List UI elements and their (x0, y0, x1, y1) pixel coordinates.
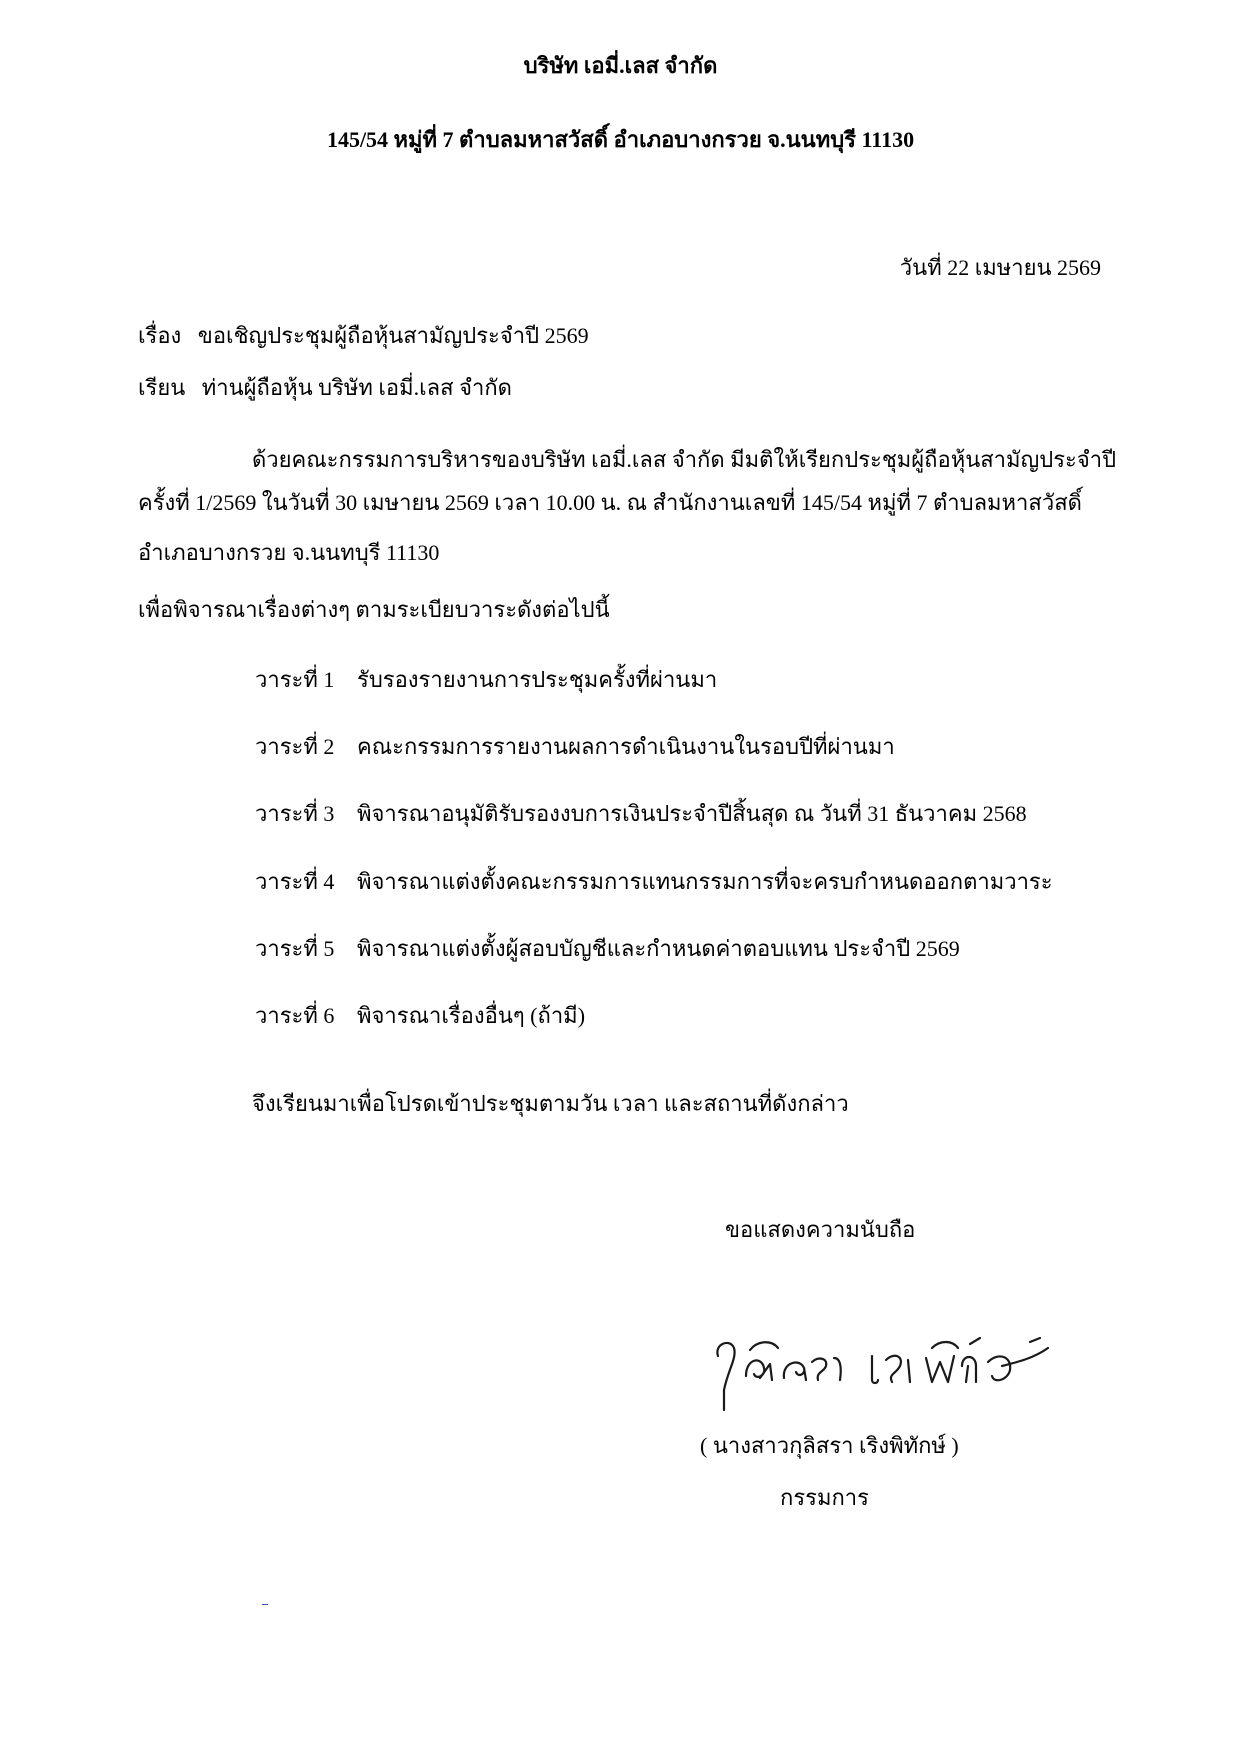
regards: ขอแสดงความนับถือ (725, 1217, 916, 1242)
company-address: 145/54 หมู่ที่ 7 ตำบลมหาสวัสดิ์ อำเภอบางกรวย จ.นนทบุรี 11130 (326, 127, 915, 152)
recipient-text: ท่านผู้ถือหุ้น บริษัท เอมี่.เลส จำกัด (201, 375, 512, 400)
body-line-2: ครั้งที่ 1/2569 ในวันที่ 30 เมษายน 2569 เวลา 10.00 น. ณ สำนักงานเลขที่ 145/54 หมู่ที่ 7 ตำบลมหาสวัสดิ์ (138, 490, 1082, 515)
signatory-title: กรรมการ (780, 1485, 869, 1510)
agenda-label: วาระที่ 4 (255, 869, 335, 894)
agenda-label: วาระที่ 3 (255, 801, 335, 826)
recipient-label: เรียน (138, 375, 186, 400)
letter-date: วันที่ 22 เมษายน 2569 (899, 255, 1101, 280)
body-line-3: อำเภอบางกรวย จ.นนทบุรี 11130 (138, 540, 440, 565)
recipient-line (138, 370, 512, 405)
agenda-text: พิจารณาแต่งตั้งผู้สอบบัญชีและกำหนดค่าตอบแทน ประจำปี 2569 (357, 936, 960, 961)
agenda-label: วาระที่ 1 (255, 667, 335, 692)
stray-mark (262, 1604, 268, 1605)
subject-text: ขอเชิญประชุมผู้ถือหุ้นสามัญประจำปี 2569 (197, 323, 589, 348)
agenda-text: รับรองรายงานการประชุมครั้งที่ผ่านมา (357, 667, 718, 692)
agenda-text: พิจารณาแต่งตั้งคณะกรรมการแทนกรรมการที่จะครบกำหนดออกตามวาระ (357, 869, 1053, 894)
agenda-label: วาระที่ 5 (255, 936, 335, 961)
subject-line (138, 318, 589, 353)
agenda-label: วาระที่ 2 (255, 734, 335, 759)
agenda-intro: เพื่อพิจารณาเรื่องต่างๆ ตามระเบียบวาระดังต่อไปนี้ (138, 597, 610, 622)
subject-label: เรื่อง (138, 323, 182, 348)
signature (700, 1318, 1060, 1418)
agenda-text: พิจารณาอนุมัติรับรองงบการเงินประจำปีสิ้นสุด ณ วันที่ 31 ธันวาคม 2568 (357, 801, 1027, 826)
agenda-label: วาระที่ 6 (255, 1003, 335, 1028)
closing-line: จึงเรียนมาเพื่อโปรดเข้าประชุมตามวัน เวลา และสถานที่ดังกล่าว (252, 1091, 849, 1116)
body-line-1: ด้วยคณะกรรมการบริหารของบริษัท เอมี่.เลส จำกัด มีมติให้เรียกประชุมผู้ถือหุ้นสามัญประจำปี (252, 447, 1117, 472)
agenda-text: คณะกรรมการรายงานผลการดำเนินงานในรอบปีที่ผ่านมา (357, 734, 895, 759)
agenda-text: พิจารณาเรื่องอื่นๆ (ถ้ามี) (357, 1003, 586, 1028)
signatory-name: ( นางสาวกุลิสรา เริงพิทักษ์ ) (700, 1433, 959, 1458)
company-name: บริษัท เอมี่.เลส จำกัด (523, 53, 718, 78)
